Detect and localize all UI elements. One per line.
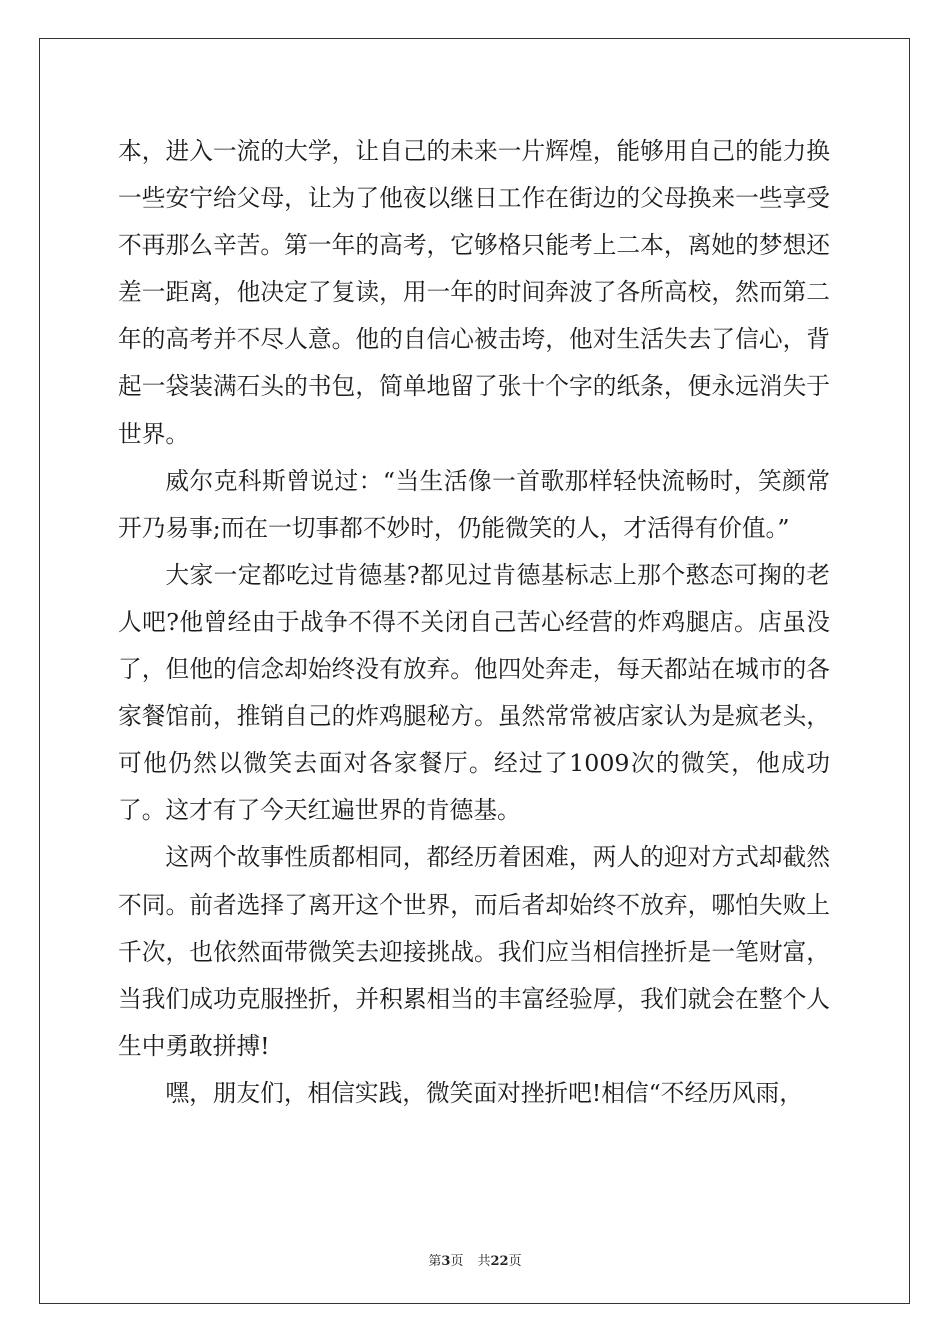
- document-body: [118, 128, 830, 1117]
- page-number: 3: [441, 1254, 451, 1269]
- paragraph-2: 威尔克科斯曾说过：“当生活像一首歌那样轻快流畅时，笑颜常开乃易事;而在一切事都不妙时，仍能微笑的人，才活得有价值。”: [118, 466, 830, 542]
- total-prefix: 共: [477, 1254, 491, 1269]
- total-pages: 22: [490, 1254, 509, 1269]
- paragraph-3: 大家一定都吃过肯德基?都见过肯德基标志上那个憨态可掬的老人吧?他曾经由于战争不得不关闭自己苦心经营的炸鸡腿店。店虽没了，但他的信念却始终没有放弃。他四处奔走，每天都站在城市的各家餐馆前，推销自己的炸鸡腿秘方。虽然常常被店家认为是疯老头，可他仍然以微笑去面对各家餐厅。经过了1009次的微笑，他成功了。这才有了今天红遍世界的肯德基。: [118, 560, 830, 825]
- paragraph-4: 这两个故事性质都相同，都经历着困难，两人的迎对方式却截然不同。前者选择了离开这个世界，而后者却始终不放弃，哪怕失败上千次，也依然面带微笑去迎接挑战。我们应当相信挫折是一笔财富，当我们成功克服挫折，并积累相当的丰富经验厚，我们就会在整个人生中勇敢拼搏!: [118, 843, 830, 1060]
- page-prefix: 第: [428, 1254, 442, 1269]
- paragraph-5: 嘿，朋友们，相信实践，微笑面对挫折吧!相信“不经历风雨，: [165, 1078, 803, 1107]
- page-suffix: 页: [450, 1254, 464, 1269]
- page-footer: [0, 1250, 950, 1269]
- paragraph-1: 本，进入一流的大学，让自己的未来一片辉煌，能够用自己的能力换一些安宁给父母，让为了他夜以继日工作在街边的父母换来一些享受不再那么辛苦。第一年的高考，它够格只能考上二本，离她的梦想还差一距离，他决定了复读，用一年的时间奔波了各所高校，然而第二年的高考并不尽人意。他的自信心被击垮，他对生活失去了信心，背起一袋装满石头的书包，简单地留了张十个字的纸条，便永远消失于世界。: [118, 137, 830, 448]
- total-suffix: 页: [508, 1254, 522, 1269]
